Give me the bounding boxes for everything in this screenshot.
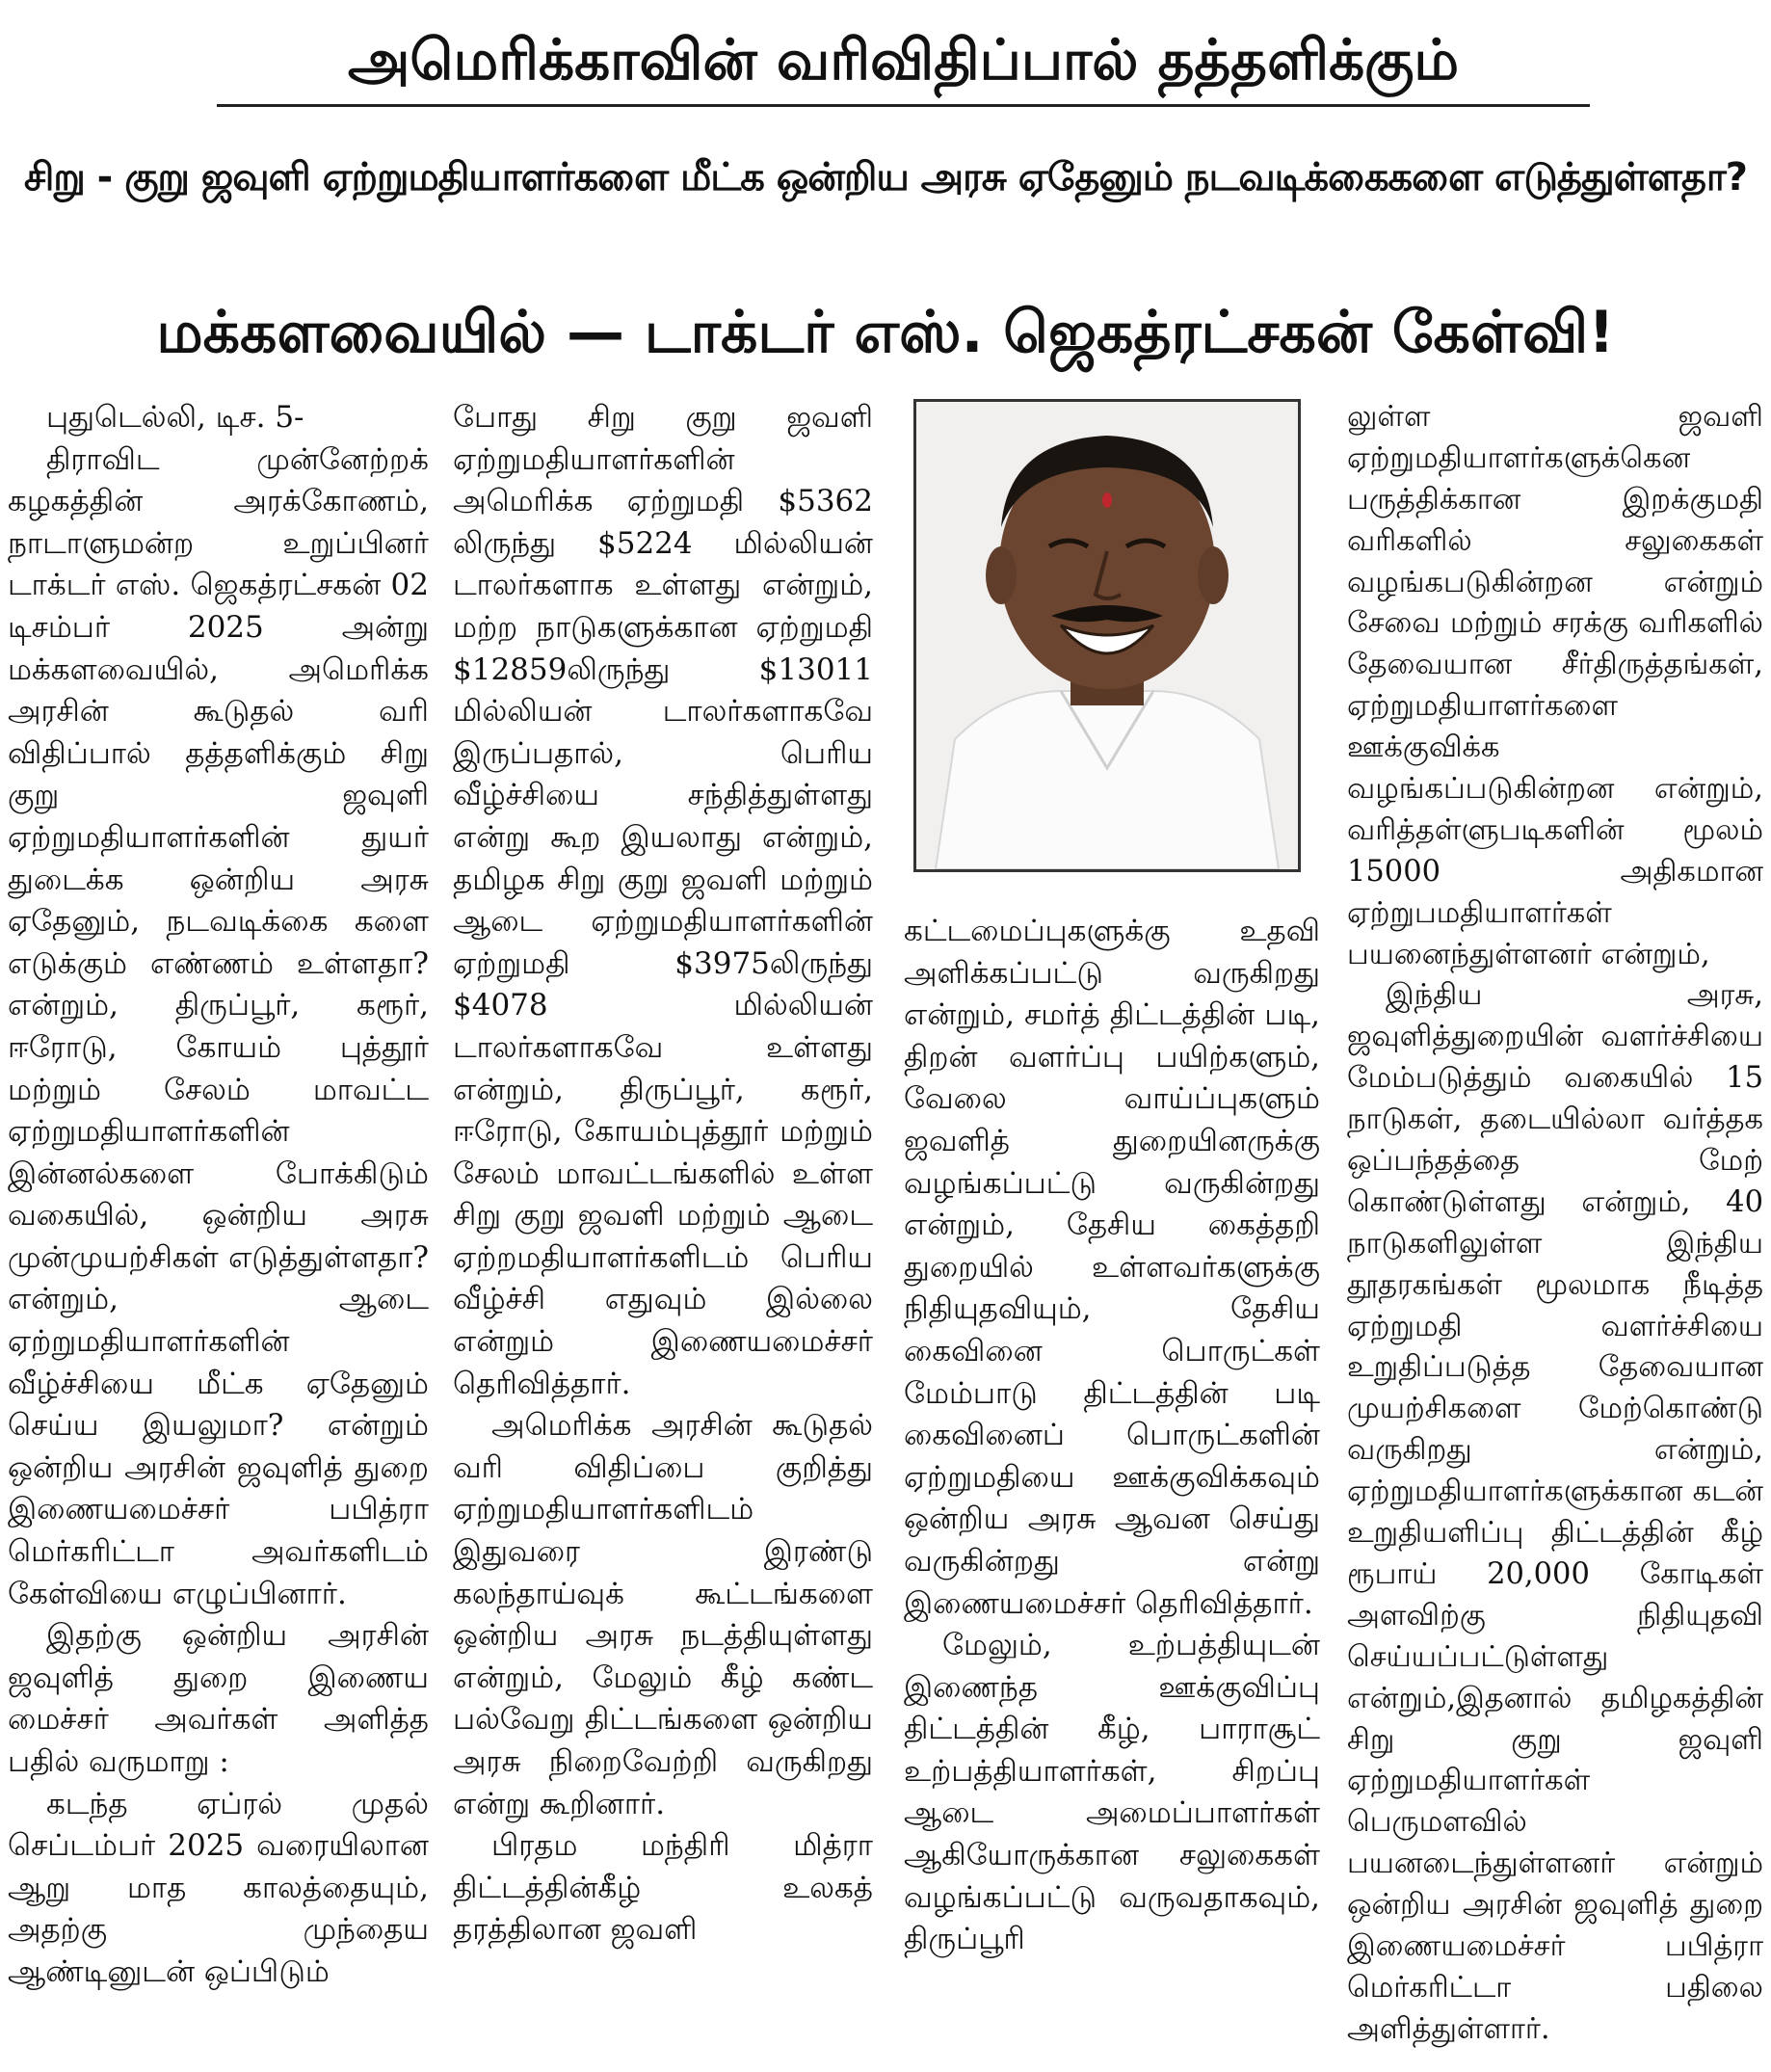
article-column-1 [8,397,429,2069]
portrait-illustration [916,402,1298,869]
headline-sub: மக்களவையில் — டாக்டர் எஸ். ஜெகத்ரட்சகன் கேள்வி! [156,299,1615,366]
article-paragraph: அமெரிக்க அரசின் கூடுதல் வரி விதிப்பை குறித்து ஏற்றுமதியாளர்களிடம் இதுவரை இரண்டு கலந்தாய்வுக் கூட்டங்களை ஒன்றிய அரசு நடத்தியுள்ளது என்றும், மேலும் கீழ் கண்ட பல்வேறு திட்டங்களை ஒன்றிய அரசு நிறைவேற்றி வருகிறது என்று கூறினார். [453,1408,873,1821]
article-column-3 [904,911,1320,2069]
article-paragraph: மேலும், உற்பத்தியுடன் இணைந்த ஊக்குவிப்பு திட்டத்தின் கீழ், பாராசூட் உற்பத்தியாளர்கள், சிறப்பு ஆடை அமைப்பாளர்கள் ஆகியோருக்கான சலுகைகள் வழங்கப்பட்டு வருவதாகவும், திருப்பூரி [904,1628,1320,1957]
article-paragraph: கட்டமைப்புகளுக்கு உதவி அளிக்கப்பட்டு வருகிறது என்றும், சமர்த் திட்டத்தின் படி, திறன் வளர்ப்பு பயிற்களும், வேலை வாய்ப்புகளும் ஜவளித் துறையினருக்கு வழங்கப்பட்டு வருகின்றது என்றும், தேசிய கைத்தறி துறையில் உள்ளவர்களுக்கு நிதியுதவியும், தேசிய கைவினை பொருட்கள் மேம்பாடு திட்டத்தின் படி கைவினைப் பொருட்களின் ஏற்றுமதியை ஊக்குவிக்கவும் ஒன்றிய அரசு ஆவன செய்து வருகின்றது என்று இணையமைச்சர் தெரிவித்தார். [904,914,1320,1621]
article-paragraph: போது சிறு குறு ஜவளி ஏற்றுமதியாளர்களின் அமெரிக்க ஏற்றுமதி $5362 லிருந்து $5224 மில்லியன் டாலர்களாக உள்ளது என்றும், மற்ற நாடுகளுக்கான ஏற்றுமதி $12859லிருந்து $13011 மில்லியன் டாலர்களாகவே இருப்பதால், பெரிய வீழ்ச்சியை சந்தித்துள்ளது என்று கூற இயலாது என்றும், தமிழக சிறு குறு ஜவளி மற்றும் ஆடை ஏற்றுமதியாளர்களின் ஏற்றுமதி $3975லிருந்து $4078 மில்லியன் டாலர்களாகவே உள்ளது என்றும், திருப்பூர், கரூர், ஈரோடு, கோயம்புத்தூர் மற்றும் சேலம் மாவட்டங்களில் உள்ள சிறு குறு ஜவளி மற்றும் ஆடை ஏற்றமதியாளர்களிடம் பெரிய வீழ்ச்சி எதுவும் இல்லை என்றும் இணையமைச்சர் தெரிவித்தார். [453,400,873,1401]
headline-top: அமெரிக்காவின் வரிவிதிப்பால் தத்தளிக்கும் [347,27,1460,93]
article-paragraph: லுள்ள ஜவளி ஏற்றுமதியாளர்களுக்கென பருத்திக்கான இறக்குமதி வரிகளில் சலுகைகள் வழங்கபடுகின்றன என்றும் சேவை மற்றும் சரக்கு வரிகளில் தேவையான சீர்திருத்தங்கள், ஏற்றுமதியாளர்களை ஊக்குவிக்க வழங்கப்படுகின்றன என்றும், வரித்தள்ளுபடிகளின் மூலம் 15000 அதிகமான ஏற்றுபமதியாளர்கள் பயனைந்துள்ளனர் என்றும், [1347,400,1763,971]
article-paragraph: திராவிட முன்னேற்றக் கழகத்தின் அரக்கோணம், நாடாளுமன்ற உறுப்பினர் டாக்டர் எஸ். ஜெகத்ரட்சகன் 02 டிசம்பர் 2025 அன்று மக்களவையில், அமெரிக்க அரசின் கூடுதல் வரி விதிப்பால் தத்தளிக்கும் சிறு குறு ஜவுளி ஏற்றுமதியாளர்களின் துயர் துடைக்க ஒன்றிய அரசு ஏதேனும், நடவடிக்கை களை எடுக்கும் எண்ணம் உள்ளதா? என்றும், திருப்பூர், கரூர், ஈரோடு, கோயம் புத்தூர் மற்றும் சேலம் மாவட்ட ஏற்றுமதியாளர்களின் இன்னல்களை போக்கிடும் வகையில், ஒன்றிய அரசு முன்முயற்சிகள் எடுத்துள்ளதா? என்றும், ஆடை ஏற்றுமதியாளர்களின் வீழ்ச்சியை மீட்க ஏதேனும் செய்ய இயலுமா? என்றும் ஒன்றிய அரசின் ஜவுளித் துறை இணையமைச்சர் பபித்ரா மெர்கரிட்டா அவர்களிடம் கேள்வியை எழுப்பினார். [8,441,429,1611]
headline-divider [217,104,1590,107]
article-paragraph: கடந்த ஏப்ரல் முதல் செப்டம்பர் 2025 வரையிலான ஆறு மாத காலத்தையும், அதற்கு முந்தைய ஆண்டினுடன் ஒப்பிடும் [8,1786,429,1989]
article-column-2 [453,397,873,2069]
headline-main: சிறு - குறு ஜவுளி ஏற்றுமதியாளர்களை மீட்க ஒன்றிய அரசு ஏதேனும் நடவடிக்கைகளை எடுத்துள்ளதா? [23,155,1747,199]
dateline: புதுடெல்லி, டிச. 5- [46,400,304,435]
article-paragraph: இதற்கு ஒன்றிய அரசின் ஜவுளித் துறை இணைய மைச்சர் அவர்கள் அளித்த பதில் வருமாறு : [8,1618,429,1779]
portrait-photo [913,399,1301,872]
article-column-4 [1347,397,1763,2069]
article-paragraph: இந்திய அரசு, ஜவுளித்துறையின் வளர்ச்சியை மேம்படுத்தும் வகையில் 15 நாடுகள், தடையில்லா வர்த்தக ஒப்பந்தத்தை மேற் கொண்டுள்ளது என்றும், 40 நாடுகளிலுள்ள இந்திய தூதரகங்கள் மூலமாக நீடித்த ஏற்றுமதி வளர்ச்சியை உறுதிப்படுத்த தேவையான முயற்சிகளை மேற்கொண்டு வருகிறது என்றும், ஏற்றுமதியாளர்களுக்கான கடன் உறுதியளிப்பு திட்டத்தின் கீழ் ரூபாய் 20,000 கோடிகள் அளவிற்கு நிதியுதவி செய்யப்பட்டுள்ளது என்றும்,இதனால் தமிழகத்தின் சிறு குறு ஜவுளி ஏற்றுமதியாளர்கள் பெருமளவில் பயனடைந்துள்ளனர் என்றும் ஒன்றிய அரசின் ஜவுளித் துறை இணையமைச்சர் பபித்ரா மெர்கரிட்டா பதிலை அளித்துள்ளார். [1347,978,1763,2046]
article-paragraph: பிரதம மந்திரி மித்ரா திட்டத்தின்கீழ் உலகத் தரத்திலான ஜவளி [453,1828,873,1948]
